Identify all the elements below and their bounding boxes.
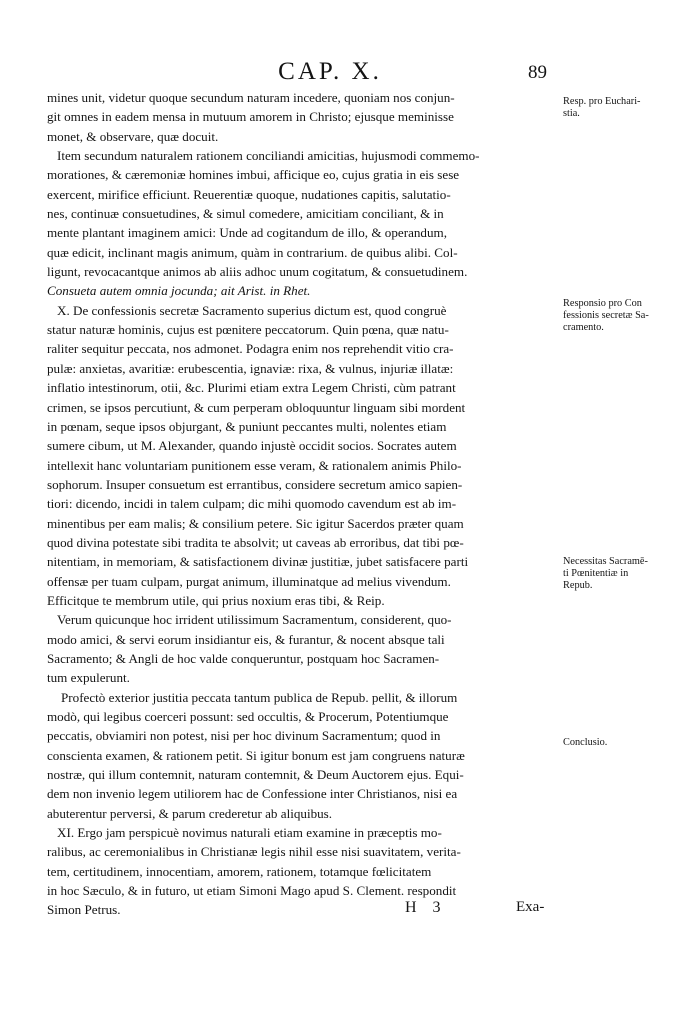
text-line: crimen, se ipsos percutiunt, & cum perperam obloquuntur linguam sibi mordent [47, 399, 466, 415]
margin-note-line: stia. [563, 108, 580, 119]
text-line: statur naturæ hominis, cujus est pœnitere peccatorum. Quin pœna, quæ natu- [47, 322, 449, 338]
text-line: abuterentur perversi, & parum crederetur ab aliquibus. [47, 805, 333, 821]
text-line: modò, qui legibus coerceri possunt: sed occultis, & Procerum, Potentiumque [47, 709, 449, 724]
text-line: offensæ per tuam culpam, purgat animum, illuminatque ad melius vivendum. [47, 573, 451, 589]
text-line: tiori: dicendo, incidi in talem culpam; dic mihi quomodo cavendum est ab im- [47, 496, 457, 512]
text-line: tum expulerunt. [47, 670, 130, 686]
text-line: Verum quicunque hoc irrident utilissimum Sacramentum, considerent, quo- [57, 612, 452, 628]
text-line: nostræ, qui illum contemnit, naturam contemnit, & Deum Auctorem ejus. Equi- [47, 767, 464, 783]
text-line: tem, certitudinem, innocentiam, amorem, rationem, totamque fœlicitatem [47, 863, 432, 879]
margin-note-line: ti Pœnitentiæ in [563, 568, 629, 579]
text-line: raliter sequitur peccata, nos admonet. Podagra enim nos reprehendit vitio cra- [47, 341, 454, 357]
margin-note [563, 96, 695, 120]
body-text [47, 88, 562, 920]
text-line: peccatis, obviamiri non potest, nisi per hoc divinum Sacramentum; quod in [47, 728, 441, 744]
margin-note-line: Necessitas Sacramē- [563, 556, 648, 567]
page-number: 89 [528, 62, 547, 83]
text-line: ralibus, ac ceremonialibus in Christianæ legis nihil esse nisi suavitatem, verita- [47, 844, 461, 860]
text-line: conscienta examen, & rationem petit. Si igitur bonum est jam congruens naturæ [47, 747, 465, 763]
text-line: in hoc Sæculo, & in futuro, ut etiam Simoni Mago apud S. Clement. respondit [47, 883, 457, 899]
margin-note [563, 298, 695, 334]
text-line: exercent, mirifice efficiunt. Reuerentiæ quoque, nudationes capitis, salutatio- [47, 186, 451, 202]
text-line: XI. Ergo jam perspicuè novimus naturali etiam examine in præceptis mo- [57, 825, 442, 841]
text-line: Profectò exterior justitia peccata tantum publica de Repub. pellit, & illorum [61, 689, 458, 705]
margin-note [563, 556, 695, 592]
text-line: mente plantant imaginem amici: Unde ad cogitandum de illo, & operandum, [47, 225, 447, 241]
text-line: mines unit, videtur quoque secundum naturam incedere, quoniam nos conjun- [47, 90, 455, 105]
text-line: in pœnam, seque ipsos objurgant, & puniunt peccantes multi, nolentes etiam [47, 418, 447, 434]
margin-note-line: Resp. pro Euchari- [563, 96, 641, 107]
margin-note-line: fessionis secretæ Sa- [563, 310, 649, 321]
text-line: Consueta autem omnia jocunda; ait Arist. in Rhet. [47, 283, 311, 299]
text-line: sophorum. Insuper consuetum est errantibus, considere secretum amico sapien- [47, 476, 463, 492]
margin-note-line: cramento. [563, 322, 604, 333]
chapter-heading: CAP. X. [278, 58, 382, 85]
text-line: sumere cibum, ut M. Alexander, quando injustè occidit socios. Socrates autem [47, 438, 457, 454]
text-line: pulæ: anxietas, avaritiæ: erubescentia, ignaviæ: rixa, & vulnus, injuriæ illatæ: [47, 360, 454, 376]
margin-note [563, 737, 695, 749]
text-line: nitentiam, in memoriam, & satisfactionem divinæ justitiæ, jubet satisfacere parti [47, 554, 469, 570]
text-line: ligunt, revocacantque animos ab aliis adhoc unum cogitatum, & consuetudinem. [47, 264, 468, 280]
text-line: Item secundum naturalem rationem conciliandi amicitias, hujusmodi commemo- [57, 148, 480, 164]
text-line: inflatio intestinorum, otii, &c. Plurimi etiam extra Legem Christi, cùm patrant [47, 380, 456, 396]
text-line: monet, & observare, quæ docuit. [47, 128, 219, 144]
text-line: git omnes in eadem mensa in mutuum amorem in Christo; ejusque meminisse [47, 109, 454, 125]
text-line: quod divina potestate sibi tradita te absolvit; ut caveas ab erroribus, dat tibi pœ- [47, 534, 464, 550]
text-line: Sacramento; & Angli de hoc valde conqueruntur, postquam hoc Sacramen- [47, 650, 440, 666]
margin-note-line: Conclusio. [563, 737, 608, 748]
text-line: morationes, & cæremoniæ homines imbui, afficique eo, cujus gratia in eis sese [47, 167, 460, 183]
text-line: X. De confessionis secretæ Sacramento superius dictum est, quod congruè [57, 302, 447, 318]
margin-note-line: Repub. [563, 580, 593, 591]
margin-note-line: Responsio pro Con [563, 298, 642, 309]
catchword: Exa- [516, 899, 545, 915]
text-line: nes, continuæ consuetudines, & simul comedere, amicitiam conciliant, & in [47, 206, 444, 222]
text-line: Simon Petrus. [47, 902, 121, 918]
text-line: modo amici, & servi eorum insidiantur eis, & furantur, & nocent absque tali [47, 631, 445, 647]
text-line: quæ edicit, inclinant magis animum, quàm in contrarium. de quibus alibi. Col- [47, 244, 458, 260]
signature-mark: H 3 [405, 899, 447, 916]
text-line: intellexit hanc voluntariam punitionem esse veram, & rationalem animis Philo- [47, 457, 462, 473]
text-line: Efficitque te membrum utile, qui prius noxium eras tibi, & Reip. [47, 592, 385, 608]
text-line: dem non invenio legem utiliorem hac de Confessione inter Christianos, nisi ea [47, 786, 458, 802]
text-line: minentibus per eam malis; & consilium petere. Sic igitur Sacerdos præter quam [47, 515, 464, 531]
